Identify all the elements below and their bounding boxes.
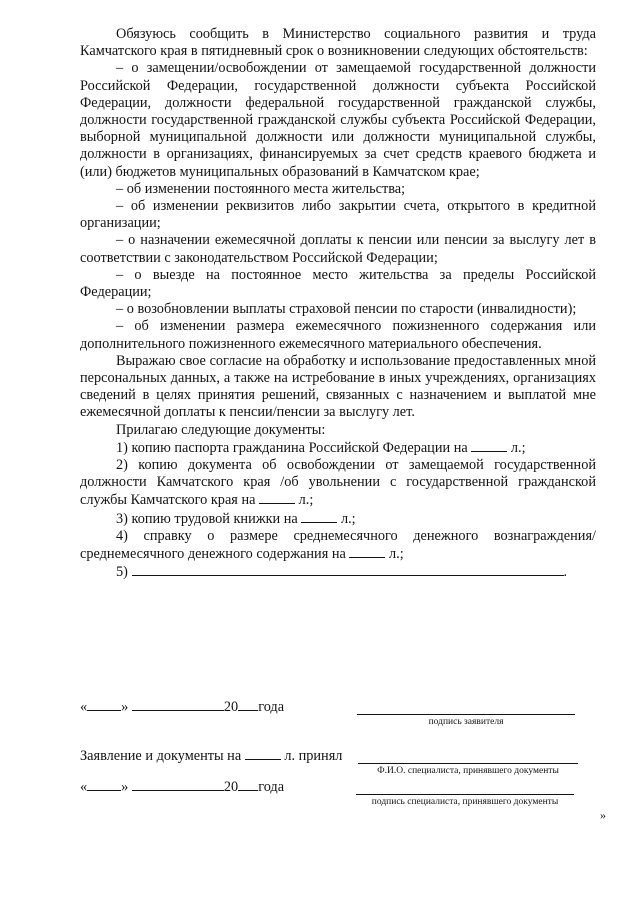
consent-paragraph: Выражаю свое согласие на обработку и использование предоставленных мной персональных данных, а также на истребование в иных учреждениях, организациях сведений в целях принятия решений, связанных с назначением и выплатой мне ежемесячной доплаты к пенсии/пенсии за выслугу лет. [80,352,596,421]
accepted-pages-blank[interactable] [245,747,281,760]
page-count-blank[interactable] [471,439,507,452]
application-date: « » 20 года [80,699,285,715]
day-blank[interactable] [87,778,121,791]
specialist-signature-caption: подпись специалиста, принявшего документы [371,797,559,807]
intro-paragraph: Обязуюсь сообщить в Министерство социального развития и труда Камчатского края в пятидневный срок о возникновении следующих обстоятельств: [80,26,596,60]
specialist-name-line[interactable] [358,763,578,764]
applicant-signature-caption: подпись заявителя [428,717,504,727]
applicant-signature-line[interactable] [357,714,575,715]
document-item: 3) копию трудовой книжки на л.; [116,510,356,527]
attachments-heading: Прилагаю следующие документы: [116,421,326,438]
year-blank[interactable] [238,698,258,711]
circumstance-item: – о возобновлении выплаты страховой пенсии по старости (инвалидности); [116,301,577,318]
circumstance-item: – о выезде на постоянное место жительства за пределы Российской Федерации; [80,266,596,301]
closing-quote-mark: » [600,808,606,822]
document-body [80,26,596,582]
circumstance-item: – о назначении ежемесячной доплаты к пенсии или пенсии за выслугу лет в соответствии с законодательством Российской Федерации; [80,232,596,266]
circumstance-item: – об изменении реквизитов либо закрытии счета, открытого в кредитной организации; [80,198,596,232]
specialist-signature-line[interactable] [356,794,574,795]
circumstance-item: – об изменении размера ежемесячного пожизненного содержания или дополнительного пожизненного ежемесячного материального обеспечения. [80,318,596,352]
page-count-blank[interactable] [349,545,385,558]
day-blank[interactable] [87,698,121,711]
extra-document-blank[interactable] [132,563,564,576]
month-blank[interactable] [132,778,224,791]
month-blank[interactable] [132,698,224,711]
document-item: 4) справку о размере среднемесячного денежного вознаграждения/среднемесячного денежного содержания на л.; [80,527,596,563]
circumstance-item: – об изменении постоянного места жительства; [116,180,406,197]
acceptance-date: « » 20 года [80,779,285,795]
document-item: 2) копию документа об освобождении от замещаемой государственной должности Камчатского края /об увольнении с государственной гражданской службы Камчатского края на л.; [80,457,596,509]
document-item-5: 5) . [116,564,568,581]
page-count-blank[interactable] [259,491,295,504]
accepted-by-row: Заявление и документы на л. принял [80,748,343,764]
year-blank[interactable] [238,778,258,791]
page-count-blank[interactable] [301,510,337,523]
specialist-name-caption: Ф.И.О. специалиста, принявшего документы [377,766,559,776]
circumstance-item: – о замещении/освобождении от замещаемой государственной должности Российской Федерации, государственной должности субъекта Российской Федерации, должности федеральной государственной гражданской службы, должности государственной гражданской службы субъекта Российской Федерации, выборной муниципальной должности или должности муниципальной службы, должности в организациях, финансируемых за счет средств краевого бюджета и (или) бюджетов муниципальных образований в Камчатском крае; [80,60,596,180]
document-item: 1) копию паспорта гражданина Российской Федерации на л.; [116,439,526,456]
